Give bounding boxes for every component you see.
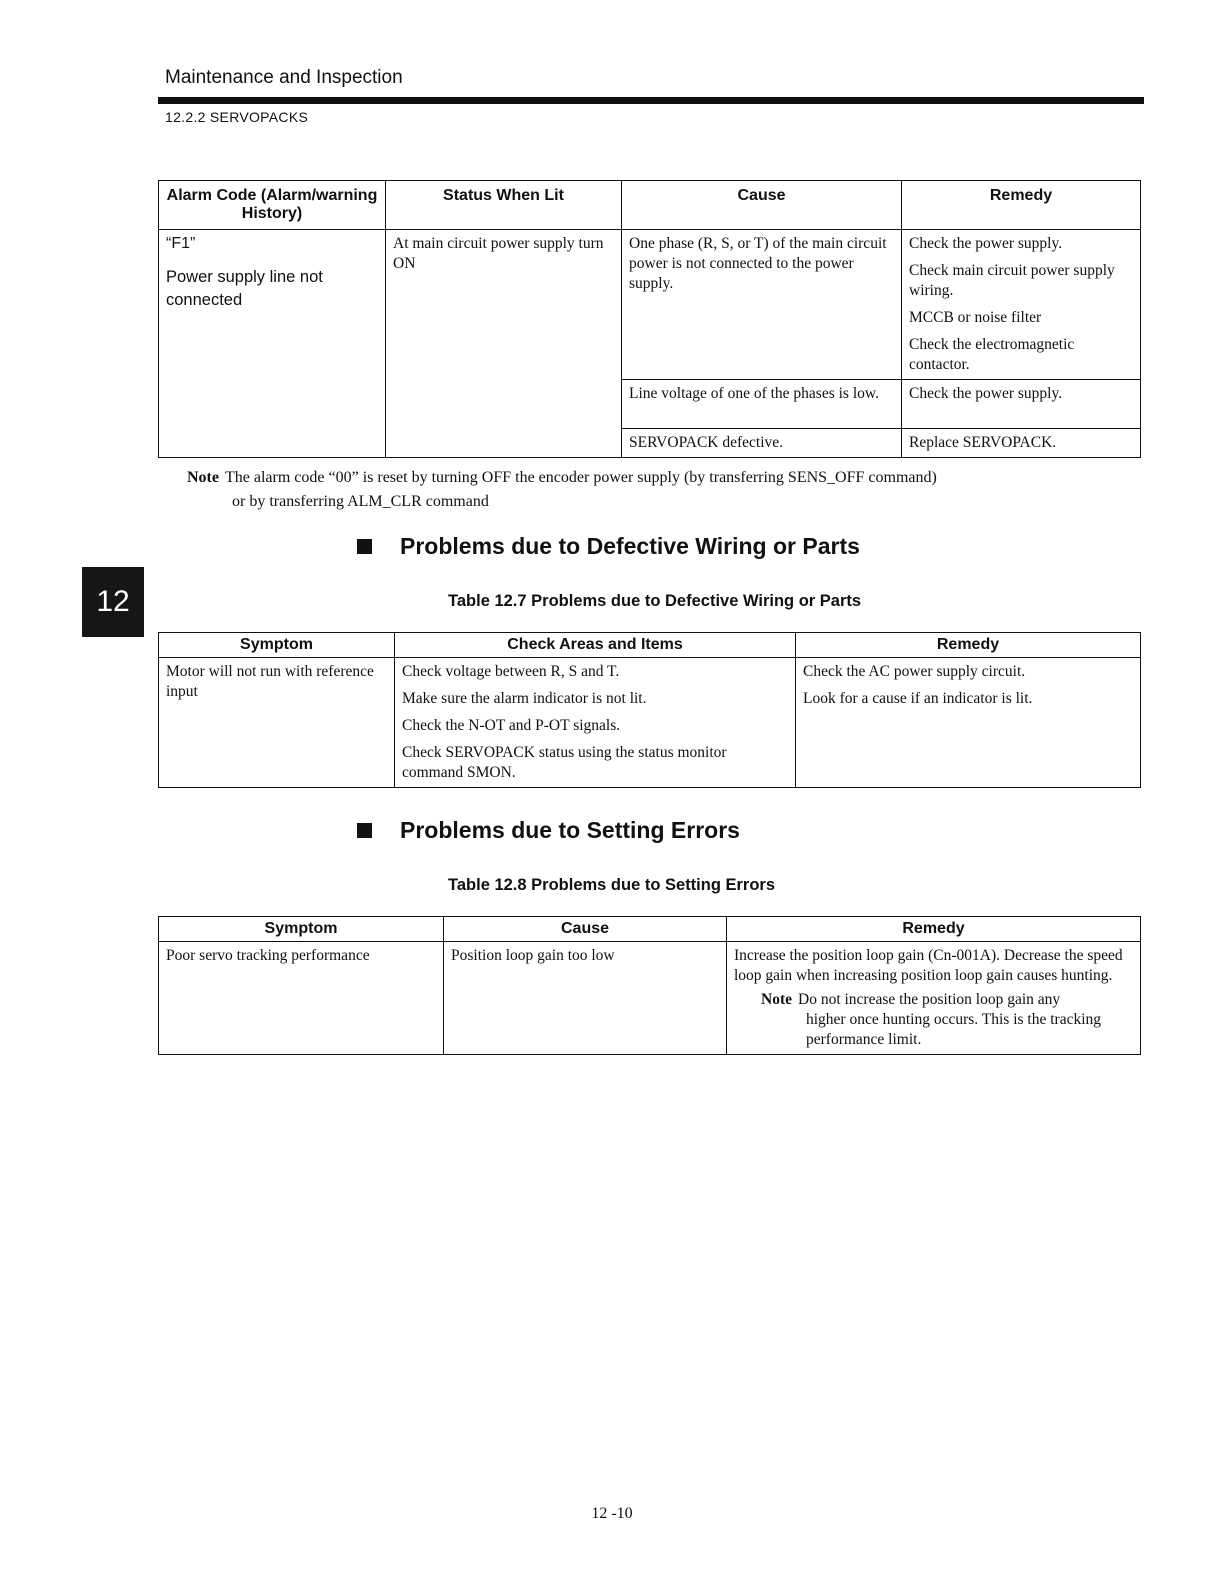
column-header: Remedy	[902, 181, 1141, 230]
column-header: Alarm Code (Alarm/warning History)	[159, 181, 386, 230]
alarm-description: Power supply line not connected	[166, 268, 323, 309]
cause-cell: One phase (R, S, or T) of the main circuit power is not connected to the power supply.	[622, 230, 902, 380]
column-header: Check Areas and Items	[395, 633, 796, 658]
note-text: Do not increase the position loop gain any	[798, 991, 1061, 1008]
status-cell: At main circuit power supply turn ON	[386, 230, 622, 458]
page-number: 12 -10	[591, 1505, 633, 1522]
check-item: Check the N-OT and P-OT signals.	[402, 717, 621, 734]
table-row	[159, 230, 1141, 380]
alarm-code-cell	[159, 230, 386, 458]
note-label: Note	[761, 991, 792, 1008]
remedy-cell: Check the power supply.	[902, 380, 1141, 429]
chapter-tab: 12	[82, 567, 144, 637]
remedy-item: Look for a cause if an indicator is lit.	[803, 690, 1033, 707]
alarm-table	[158, 180, 1141, 458]
check-item: Check voltage between R, S and T.	[402, 663, 620, 680]
table-row	[159, 942, 1141, 1055]
remedy-cell	[727, 942, 1141, 1055]
symptom-cell: Motor will not run with reference input	[159, 658, 395, 788]
column-header: Status When Lit	[386, 181, 622, 230]
wiring-problems-table	[158, 632, 1141, 788]
remedy-text: Increase the position loop gain (Cn-001A). Decrease the speed loop gain when increasing position loop gain causes hunting.	[734, 947, 1123, 984]
remedy-note	[761, 990, 1133, 1050]
remedy-item: Check the power supply.	[909, 235, 1063, 252]
check-item: Make sure the alarm indicator is not lit.	[402, 690, 647, 707]
column-header: Cause	[444, 917, 727, 942]
alarm-code: “F1”	[166, 235, 196, 252]
table-caption: Table 12.7 Problems due to Defective Wiring or Parts	[448, 592, 862, 610]
remedy-item: Check the AC power supply circuit.	[803, 663, 1026, 680]
note-text: or by transferring ALM_CLR command	[232, 493, 489, 510]
setting-errors-table	[158, 916, 1141, 1055]
column-header: Remedy	[796, 633, 1141, 658]
remedy-cell	[796, 658, 1141, 788]
column-header: Symptom	[159, 633, 395, 658]
table-row	[159, 658, 1141, 788]
section-heading	[357, 817, 740, 844]
subsection-label: 12.2.2 SERVOPACKS	[165, 109, 309, 125]
square-bullet-icon	[357, 539, 372, 554]
column-header: Symptom	[159, 917, 444, 942]
remedy-item: Check main circuit power supply wiring.	[909, 262, 1115, 299]
cause-cell: Position loop gain too low	[444, 942, 727, 1055]
note-text: higher once hunting occurs. This is the tracking performance limit.	[806, 1011, 1102, 1048]
note-label: Note	[187, 469, 219, 486]
check-areas-cell	[395, 658, 796, 788]
running-header-title: Maintenance and Inspection	[165, 67, 403, 88]
check-item: Check SERVOPACK status using the status monitor command SMON.	[402, 744, 727, 781]
table-caption: Table 12.8 Problems due to Setting Errors	[448, 876, 776, 894]
square-bullet-icon	[357, 823, 372, 838]
section-heading	[357, 533, 860, 560]
remedy-item: MCCB or noise filter	[909, 309, 1042, 326]
cause-cell: Line voltage of one of the phases is low.	[622, 380, 902, 429]
column-header: Remedy	[727, 917, 1141, 942]
section-heading-text: Problems due to Setting Errors	[400, 817, 740, 843]
remedy-cell: Replace SERVOPACK.	[902, 429, 1141, 458]
remedy-item: Check the electromagnetic contactor.	[909, 336, 1075, 373]
note-text: The alarm code “00” is reset by turning OFF the encoder power supply (by transferring SENS_OFF command)	[224, 469, 937, 486]
symptom-cell: Poor servo tracking performance	[159, 942, 444, 1055]
header-rule	[158, 97, 1144, 104]
cause-cell: SERVOPACK defective.	[622, 429, 902, 458]
remedy-cell	[902, 230, 1141, 380]
column-header: Cause	[622, 181, 902, 230]
alarm-note	[187, 466, 1087, 514]
section-heading-text: Problems due to Defective Wiring or Parts	[400, 533, 860, 559]
